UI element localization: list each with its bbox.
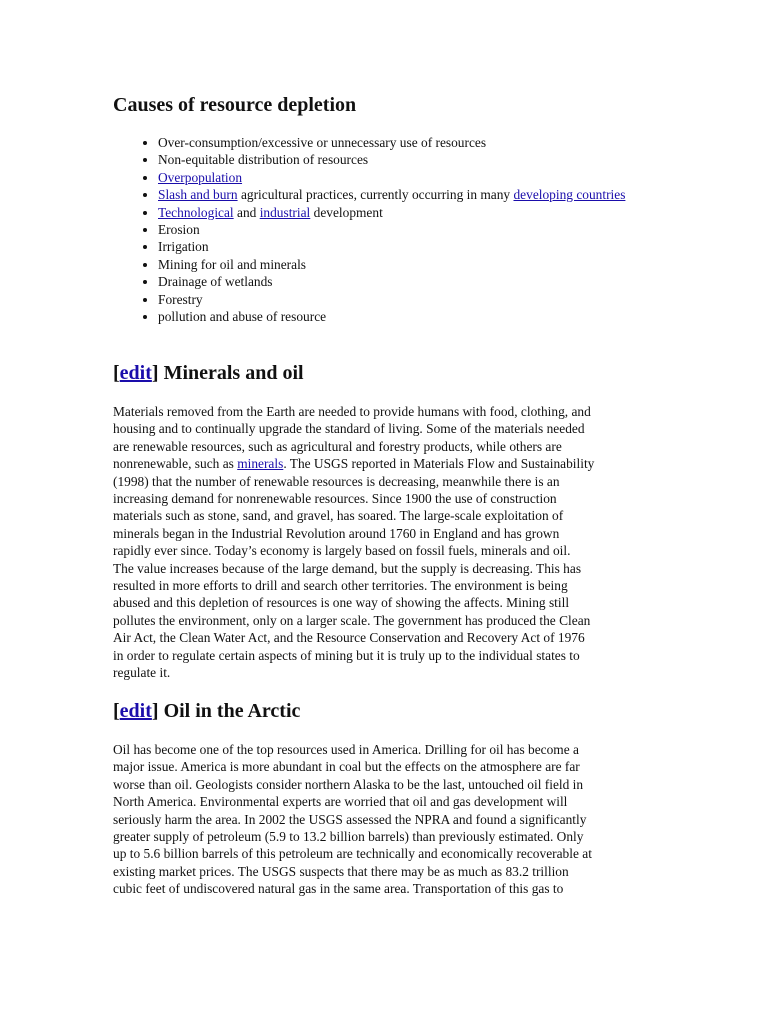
- list-item: • Drainage of wetlands: [158, 273, 638, 290]
- causes-list: [113, 134, 638, 325]
- list-item: • Irrigation: [158, 238, 638, 255]
- developing-countries-link[interactable]: developing countries: [513, 187, 626, 203]
- list-item: [158, 169, 638, 186]
- list-item: • Erosion: [158, 221, 638, 238]
- minerals-link[interactable]: minerals: [237, 456, 284, 472]
- edit-link[interactable]: edit: [119, 362, 152, 384]
- edit-link[interactable]: edit: [119, 700, 152, 722]
- list-item: • Technological and industrial development: [158, 204, 638, 221]
- oil-in-the-arctic-paragraph: Oil has become one of the top resources used in America. Drilling for oil has become a major issue. America is more abundant in coal but the effects on the atmosphere are far worse than oil. Geologists consider northern Alaska to be the last, untouched oil field in North America. Environmental experts are worried that oil and gas development will seriously harm the area. In 2002 the USGS assessed the NPRA and found a significantly greater supply of petroleum (5.9 to 13.2 billion barrels) than previously estimated. Only up to 5.6 billion barrels of this petroleum are technically and economically recoverable at existing market prices. The USGS suspects that there may be as much as 83.2 trillion cubic feet of undiscovered natural gas in the same area. Transportation of this gas to: [113, 742, 592, 897]
- minerals-and-oil-paragraph: Materials removed from the Earth are needed to provide humans with food, clothing, and housing and to continually upgrade the standard of living. Some of the materials needed are renewable resources, such as agricultural and forestry products, while others are nonrenewable, such as minerals. The USGS reported in Materials Flow and Sustainability (1998) that the number of renewable resources is decreasing, meanwhile there is an increasing demand for nonrenewable resources. Since 1900 the use of construction materials such as stone, sand, and gravel, has soared. The large-scale exploitation of minerals began in the Industrial Revolution around 1760 in England and has grown rapidly ever since. Today’s economy is largely based on fossil fuels, minerals and oil. The value increases because of the large demand, but the supply is decreasing. This has resulted in more efforts to drill and search other territories. The environment is being abused and this depletion of resources is one way of showing the affects. Mining still pollutes the environment, only on a larger scale. The government has produced the Clean Air Act, the Clean Water Act, and the Resource Conservation and Recovery Act of 1976 in order to regulate certain aspects of mining but it is truly up to the individual states to regulate it.: [113, 404, 595, 681]
- page-title: Causes of resource depletion: [113, 94, 357, 116]
- slash-and-burn-link[interactable]: Slash and burn: [158, 187, 238, 203]
- industrial-link[interactable]: industrial: [259, 204, 311, 220]
- list-item: • Slash and burn agricultural practices, currently occurring in many developing countries: [158, 186, 638, 203]
- list-item: • Mining for oil and minerals: [158, 256, 638, 273]
- list-item: • Over-consumption/excessive or unnecessary use of resources: [158, 134, 638, 151]
- list-item: • Non-equitable distribution of resources: [158, 151, 638, 168]
- list-item: • Forestry: [158, 291, 638, 308]
- technological-link[interactable]: Technological: [158, 204, 234, 220]
- section-heading-oil-in-the-arctic: [edit] Oil in the Arctic: [113, 700, 301, 722]
- overpopulation-link[interactable]: Overpopulation: [158, 169, 243, 185]
- section-heading-minerals-and-oil: [edit] Minerals and oil: [113, 362, 304, 384]
- list-item: • pollution and abuse of resource: [158, 308, 638, 325]
